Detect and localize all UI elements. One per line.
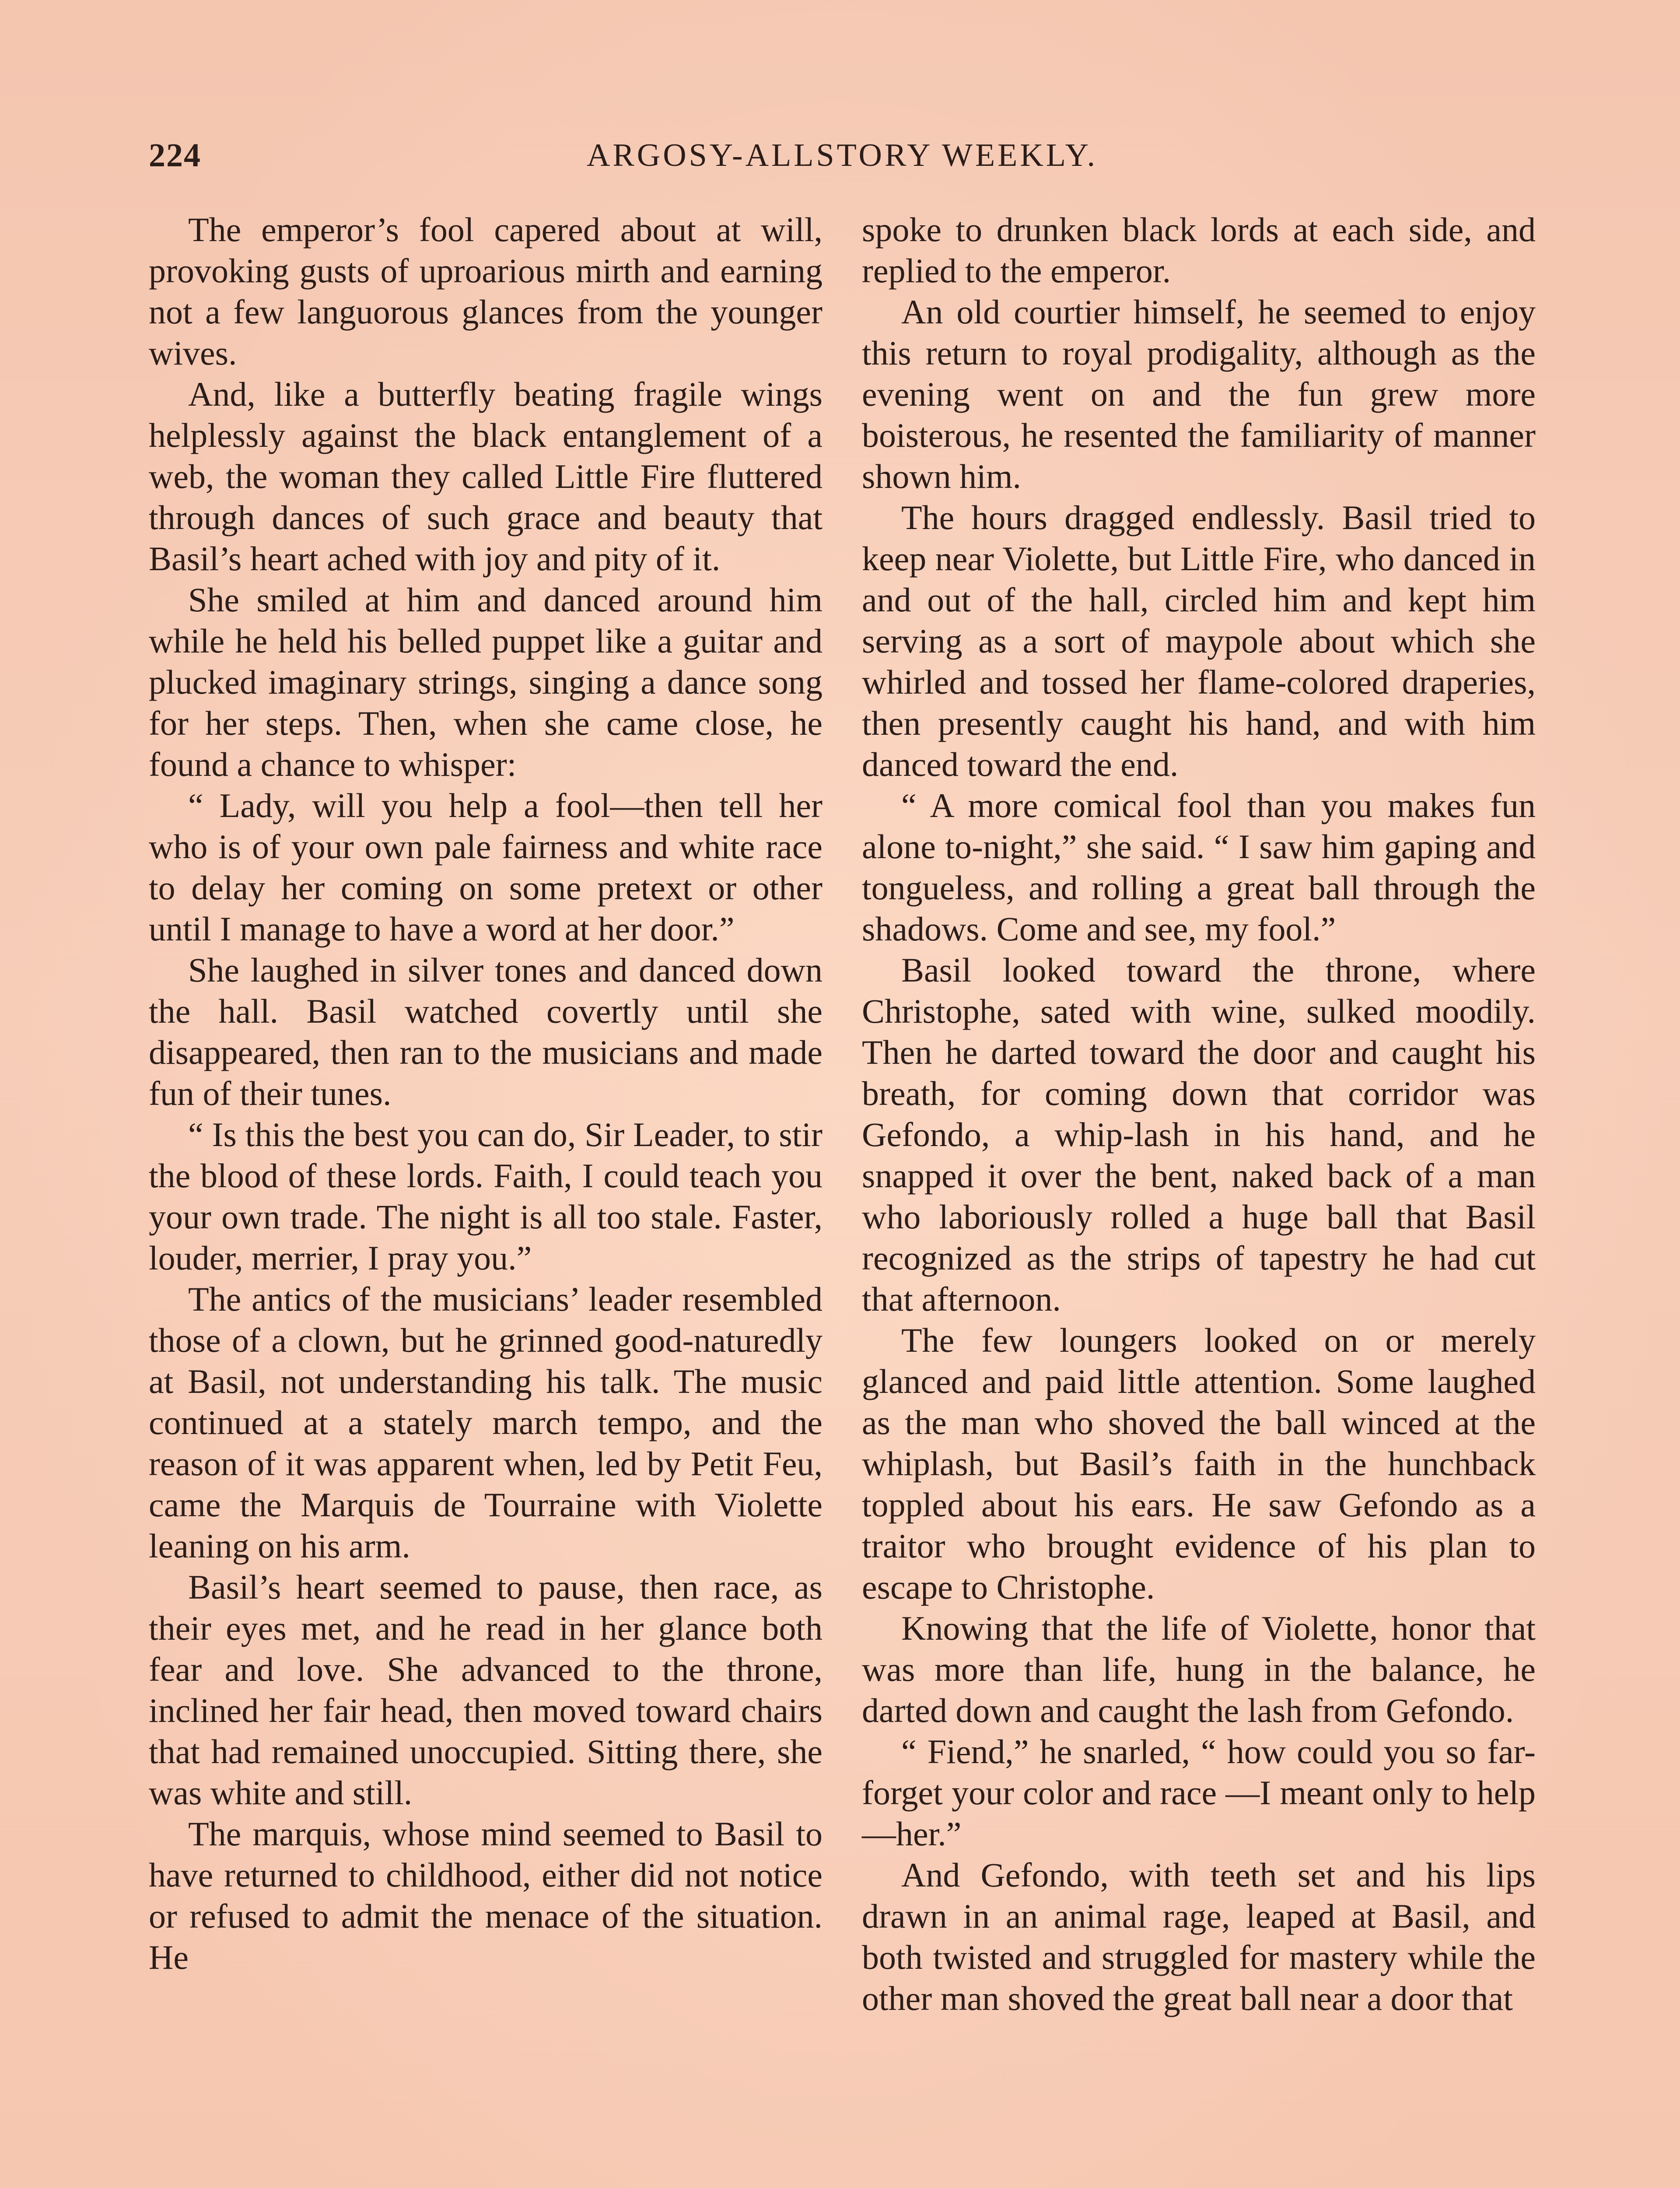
left-column: [149, 209, 822, 1978]
paragraph: Basil looked toward the throne, where Christophe, sated with wine, sulked moodily. Then he darted toward the door and caught his breath, for coming down that corridor was Gefondo, a whip-lash in his hand, and he snapped it over the bent, naked back of a man who laboriously rolled a huge ball that Basil recognized as the strips of tapestry he had cut that afternoon.: [862, 951, 1536, 1318]
running-title: ARGOSY-ALLSTORY WEEKLY.: [586, 137, 1098, 173]
paragraph: An old courtier himself, he seemed to enjoy this return to royal prodigality, although as the evening went on and the fun grew more boisterous, he resented the familiarity of manner shown him.: [862, 293, 1536, 495]
paragraph: The marquis, whose mind seemed to Basil to have returned to childhood, either did not notice or refused to admit the menace of the situation. He: [149, 1815, 822, 1976]
paragraph: The few loungers looked on or merely glanced and paid little attention. Some laughed as the man who shoved the ball winced at the whiplash, but Basil’s faith in the hunchback toppled about his ears. He saw Gefondo as a traitor who brought evidence of his plan to escape to Christophe.: [862, 1321, 1536, 1606]
paragraph: “ A more comical fool than you makes fun alone to-night,” she said. “ I saw him gaping and tongueless, and rolling a great ball through the shadows. Come and see, my fool.”: [862, 786, 1536, 948]
page-header: [149, 131, 1536, 179]
paragraph: “ Lady, will you help a fool—then tell her who is of your own pale fairness and white race to delay her coming on some pretext or other until I manage to have a word at her door.”: [149, 786, 822, 948]
page-number: 224: [149, 137, 201, 174]
paragraph: And Gefondo, with teeth set and his lips drawn in an animal rage, leaped at Basil, and both twisted and struggled for mastery while the other man shoved the great ball near a door that: [862, 1856, 1536, 2017]
paragraph-continued: spoke to drunken black lords at each side, and replied to the emperor.: [862, 210, 1536, 290]
right-column: [862, 209, 1536, 2019]
paragraph: Basil’s heart seemed to pause, then race, as their eyes met, and he read in her glance both fear and love. She advanced to the throne, inclined her fair head, then moved toward chairs that had remained unoccupied. Sitting there, she was white and still.: [149, 1568, 822, 1812]
paragraph: Knowing that the life of Violette, honor that was more than life, hung in the balance, he darted down and caught the lash from Gefondo.: [862, 1609, 1536, 1729]
text-columns: [149, 209, 1536, 2188]
paragraph: “ Fiend,” he snarled, “ how could you so far-forget your color and race —I meant only to help—her.”: [862, 1732, 1536, 1853]
paragraph: She smiled at him and danced around him while he held his belled puppet like a guitar and plucked imaginary strings, singing a dance song for her steps. Then, when she came close, he found a chance to whisper:: [149, 581, 822, 783]
paragraph: The emperor’s fool capered about at will, provoking gusts of uproarious mirth and earning not a few languorous glances from the younger wives.: [149, 210, 822, 372]
paragraph: And, like a butterfly beating fragile wings helplessly against the black entanglement of a web, the woman they called Little Fire fluttered through dances of such grace and beauty that Basil’s heart ached with joy and pity of it.: [149, 375, 822, 578]
paragraph: The hours dragged endlessly. Basil tried to keep near Violette, but Little Fire, who danced in and out of the hall, circled him and kept him serving as a sort of maypole about which she whirled and tossed her flame-colored draperies, then presently caught his hand, and with him danced toward the end.: [862, 498, 1536, 783]
paragraph: The antics of the musicians’ leader resembled those of a clown, but he grinned good-naturedly at Basil, not understanding his talk. The music continued at a stately march tempo, and the reason of it was apparent when, led by Petit Feu, came the Marquis de Tourraine with Violette leaning on his arm.: [149, 1280, 822, 1565]
paragraph: “ Is this the best you can do, Sir Leader, to stir the blood of these lords. Faith, I could teach you your own trade. The night is all too stale. Faster, louder, merrier, I pray you.”: [149, 1115, 822, 1277]
paragraph: She laughed in silver tones and danced down the hall. Basil watched covertly until she disappeared, then ran to the musicians and made fun of their tunes.: [149, 951, 822, 1112]
